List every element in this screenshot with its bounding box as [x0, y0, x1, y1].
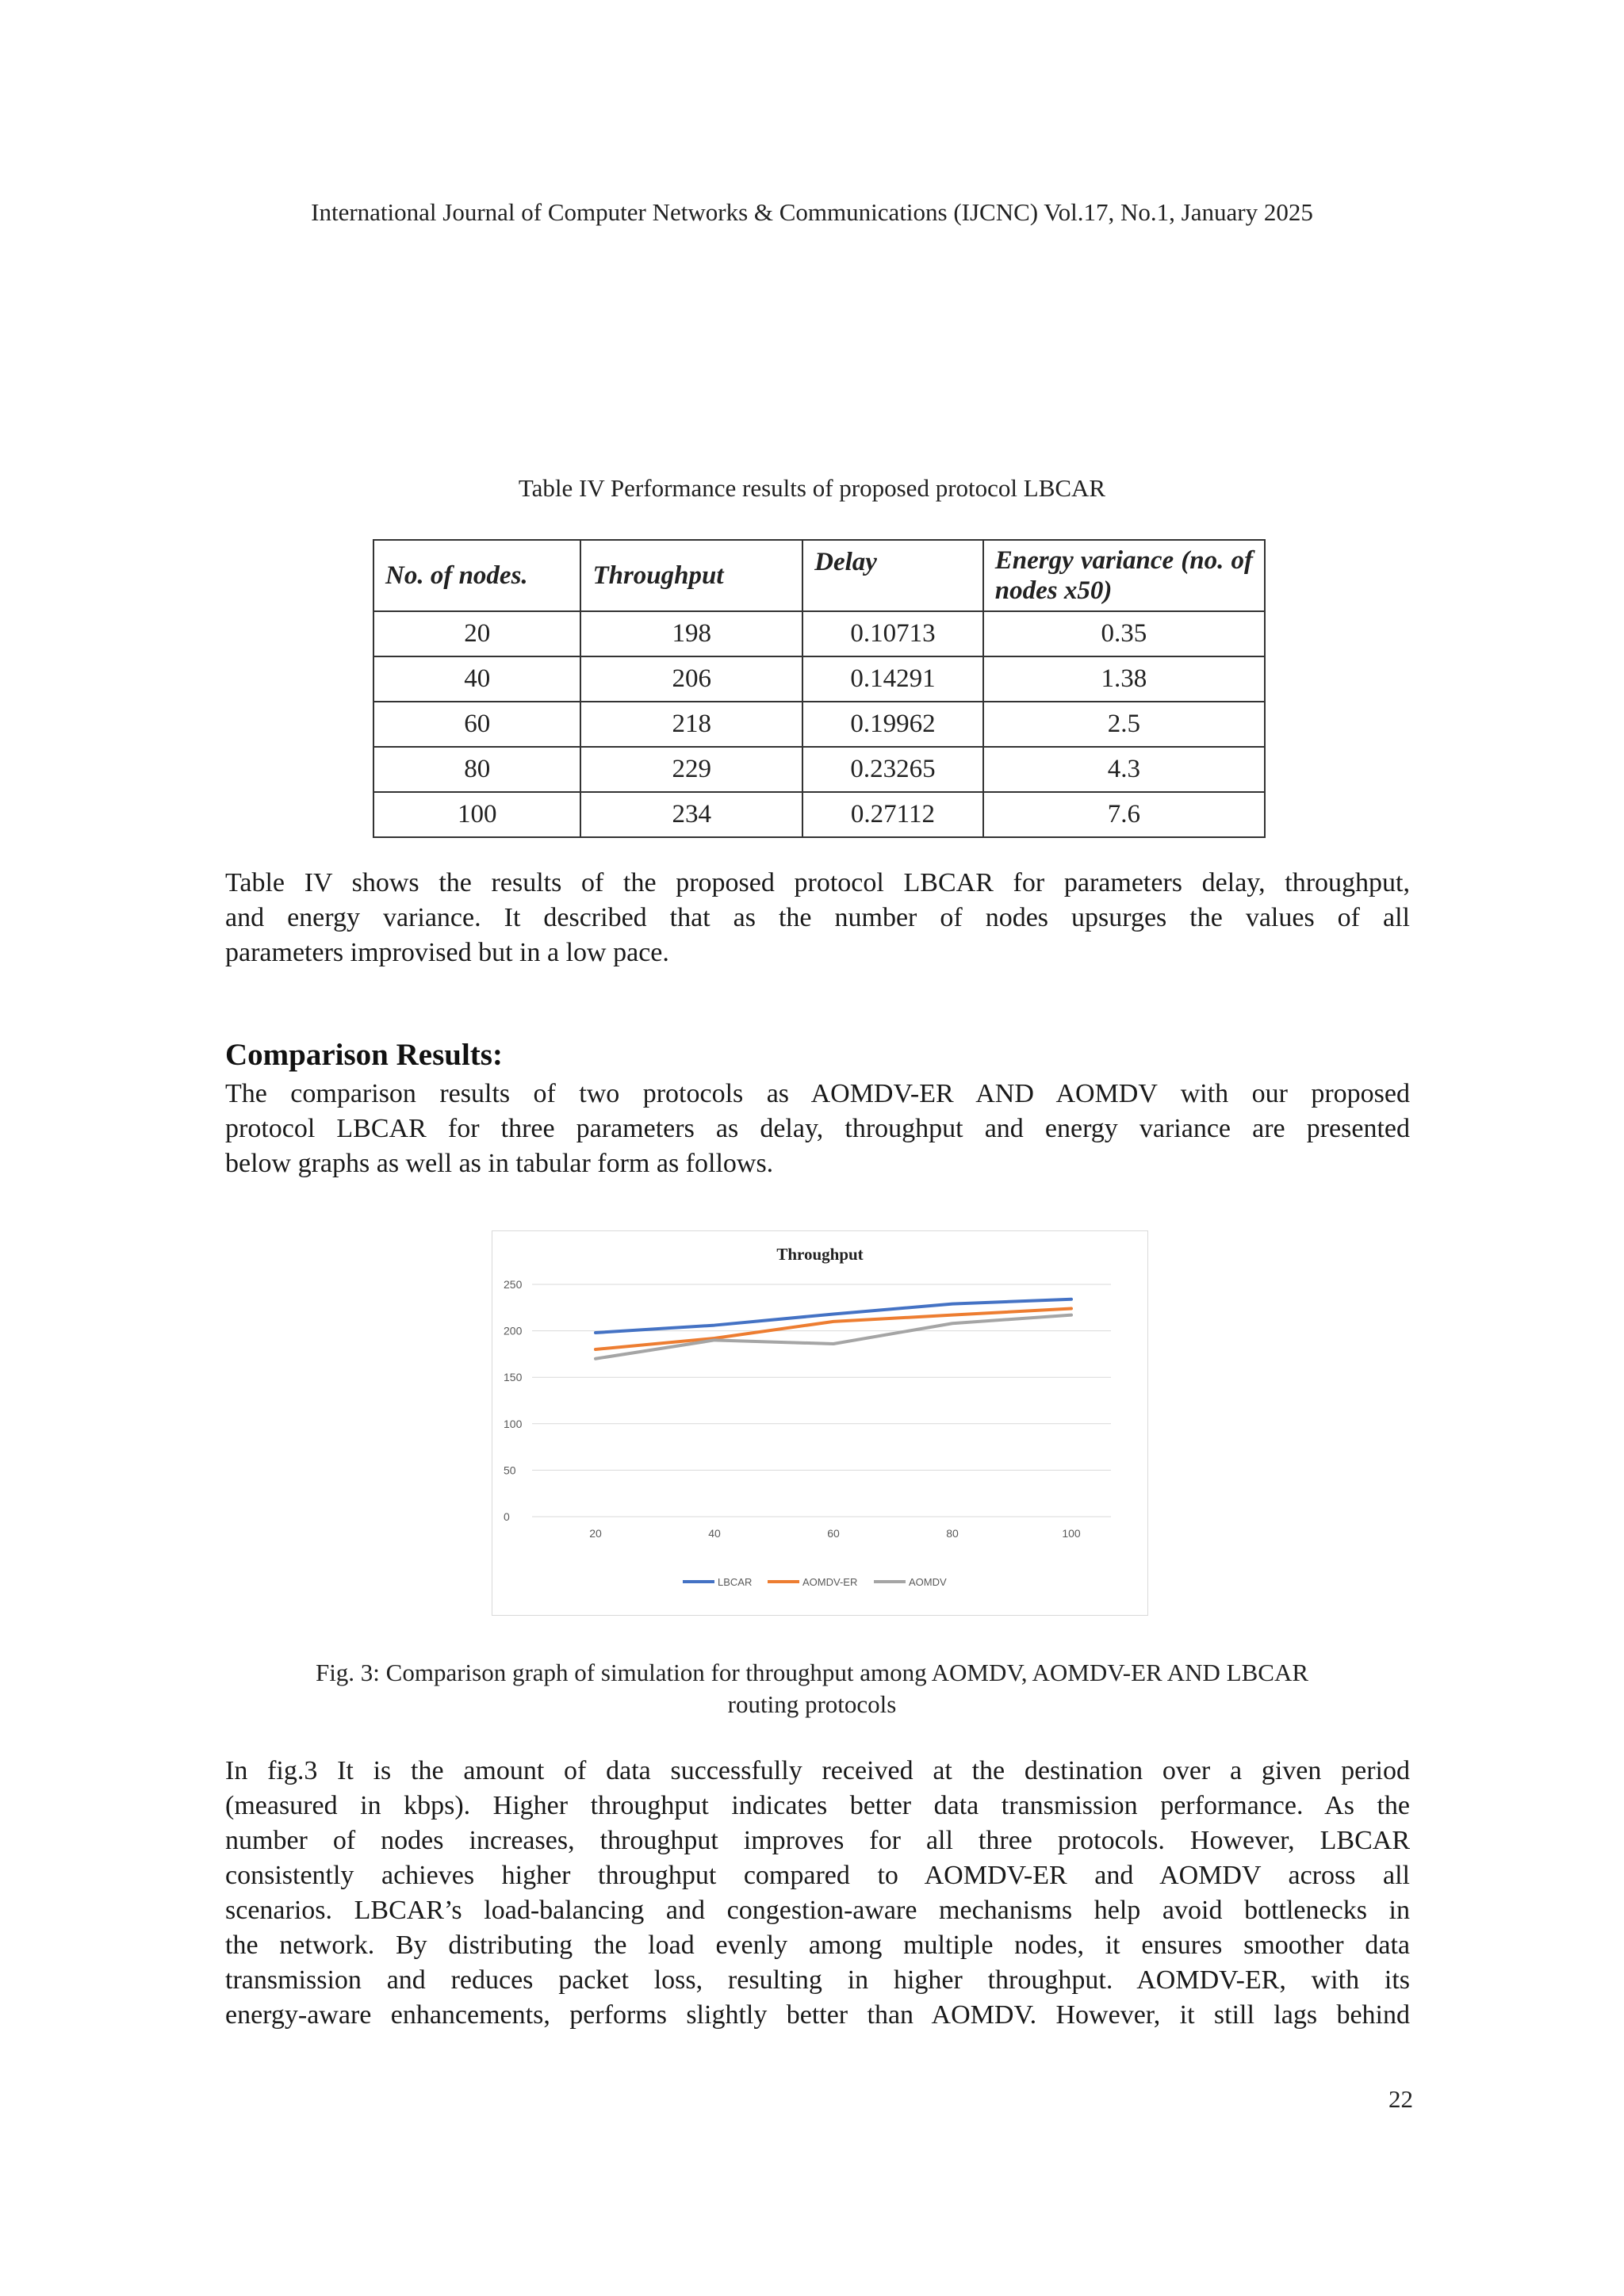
x-tick-label: 100	[1062, 1527, 1081, 1540]
text-line: transmission and reduces packet loss, resulting in higher throughput. AOMDV-ER, with its	[225, 1965, 1410, 1995]
header-delay: Delay	[802, 540, 983, 611]
paragraph-table-summary	[225, 866, 1410, 970]
cell-nodes: 60	[373, 702, 580, 747]
cell-throughput: 218	[580, 702, 802, 747]
text-line: In fig.3 It is the amount of data successfully received at the destination over a given period	[225, 1756, 1410, 1785]
text-line: protocol LBCAR for three parameters as delay, throughput and energy variance are presented	[225, 1114, 1410, 1143]
cell-energy: 2.5	[983, 702, 1265, 747]
table-row	[373, 656, 1265, 702]
header-nodes: No. of nodes.	[373, 540, 580, 611]
text-line: number of nodes increases, throughput improves for all three protocols. However, LBCAR	[225, 1826, 1410, 1855]
y-tick-label: 50	[504, 1464, 516, 1477]
cell-throughput: 234	[580, 792, 802, 837]
y-tick-label: 100	[504, 1417, 523, 1430]
cell-energy: 7.6	[983, 792, 1265, 837]
text-line: (measured in kbps). Higher throughput indicates better data transmission performance. As the	[225, 1791, 1410, 1820]
table-row	[373, 611, 1265, 656]
legend-label: AOMDV-ER	[802, 1576, 858, 1588]
text-line: scenarios. LBCAR’s load-balancing and congestion-aware mechanisms help avoid bottlenecks in	[225, 1896, 1410, 1925]
x-tick-label: 60	[827, 1527, 840, 1540]
section-heading: Comparison Results:	[225, 1038, 503, 1072]
text-line: consistently achieves higher throughput compared to AOMDV-ER and AOMDV across all	[225, 1861, 1410, 1890]
table-row	[373, 792, 1265, 837]
page-number: 22	[1388, 2085, 1413, 2113]
legend-label: LBCAR	[718, 1576, 753, 1588]
figure-caption	[0, 1657, 1624, 1720]
cell-throughput: 229	[580, 747, 802, 792]
x-tick-label: 80	[946, 1527, 959, 1540]
text-line: the network. By distributing the load evenly among multiple nodes, it ensures smoother data	[225, 1931, 1410, 1960]
y-tick-label: 0	[504, 1510, 510, 1523]
text-line: The comparison results of two protocols as AOMDV-ER AND AOMDV with our proposed	[225, 1079, 1410, 1108]
table-header-row	[373, 540, 1265, 611]
cell-nodes: 100	[373, 792, 580, 837]
cell-energy: 1.38	[983, 656, 1265, 702]
text-line: energy-aware enhancements, performs slightly better than AOMDV. However, it still lags behind	[225, 2000, 1410, 2030]
chart-title: Throughput	[776, 1245, 864, 1264]
cell-nodes: 80	[373, 747, 580, 792]
table-row	[373, 702, 1265, 747]
text-line: and energy variance. It described that as the number of nodes upsurges the values of all	[225, 903, 1410, 932]
x-tick-label: 40	[708, 1527, 721, 1540]
caption-line: routing protocols	[727, 1690, 897, 1718]
x-tick-label: 20	[589, 1527, 602, 1540]
cell-energy: 0.35	[983, 611, 1265, 656]
cell-delay: 0.27112	[802, 792, 983, 837]
text-line: parameters improvised but in a low pace.	[225, 938, 669, 967]
cell-throughput: 198	[580, 611, 802, 656]
header-throughput: Throughput	[580, 540, 802, 611]
cell-delay: 0.19962	[802, 702, 983, 747]
header-energy-variance: Energy variance (no. of nodes x50)	[983, 540, 1265, 611]
legend-label: AOMDV	[909, 1576, 947, 1588]
chart-canvas	[492, 1231, 1147, 1615]
series-line-lbcar	[596, 1299, 1071, 1333]
table-row	[373, 747, 1265, 792]
journal-header: International Journal of Computer Networks & Communications (IJCNC) Vol.17, No.1, January 2025	[311, 198, 1313, 226]
table-caption: Table IV Performance results of proposed protocol LBCAR	[518, 474, 1106, 502]
cell-throughput: 206	[580, 656, 802, 702]
y-tick-label: 250	[504, 1278, 523, 1291]
results-table	[373, 539, 1266, 838]
paragraph-throughput-analysis	[225, 1754, 1410, 2033]
y-tick-label: 200	[504, 1324, 523, 1337]
cell-energy: 4.3	[983, 747, 1265, 792]
text-line: below graphs as well as in tabular form as follows.	[225, 1149, 774, 1178]
throughput-chart	[492, 1230, 1148, 1616]
y-tick-label: 150	[504, 1371, 523, 1384]
cell-delay: 0.14291	[802, 656, 983, 702]
text-line: Table IV shows the results of the proposed protocol LBCAR for parameters delay, throughput,	[225, 868, 1410, 897]
cell-nodes: 20	[373, 611, 580, 656]
cell-delay: 0.23265	[802, 747, 983, 792]
paragraph-comparison-intro	[225, 1077, 1410, 1181]
cell-delay: 0.10713	[802, 611, 983, 656]
caption-line: Fig. 3: Comparison graph of simulation for throughput among AOMDV, AOMDV-ER AND LBCAR	[315, 1659, 1309, 1686]
cell-nodes: 40	[373, 656, 580, 702]
